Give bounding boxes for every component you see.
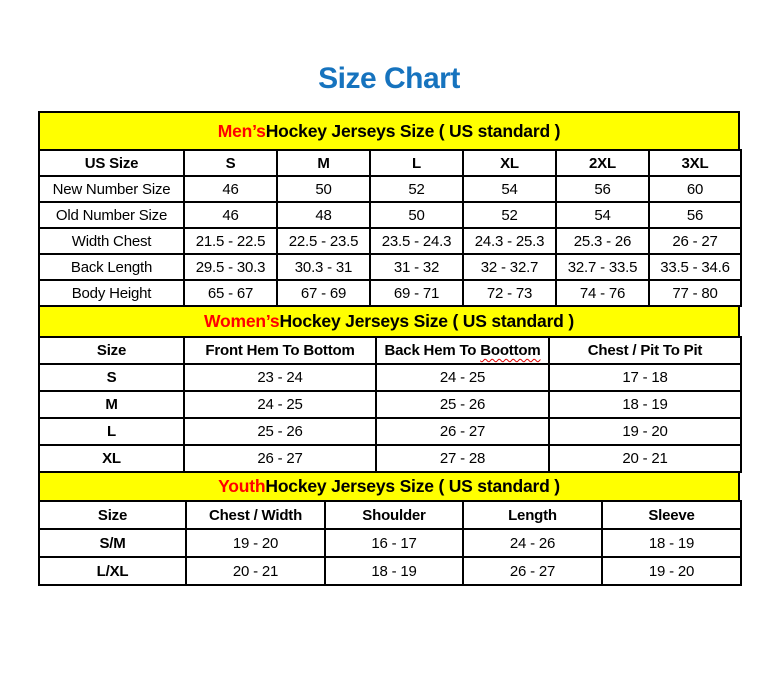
- table-cell: 56: [649, 202, 741, 228]
- womens-col-header-back-hem: [376, 337, 549, 364]
- mens-section-banner: [38, 111, 740, 151]
- table-cell: 19 - 20: [602, 557, 741, 585]
- table-cell: 20 - 21: [186, 557, 325, 585]
- row-label: S/M: [39, 529, 186, 557]
- row-label: L: [39, 418, 184, 445]
- size-chart-page: [38, 0, 740, 586]
- table-cell: 56: [556, 176, 649, 202]
- table-cell: 50: [277, 176, 370, 202]
- table-cell: 23 - 24: [184, 364, 376, 391]
- womens-row-xl: [39, 445, 741, 472]
- table-cell: 46: [184, 202, 277, 228]
- womens-header-row: [39, 337, 741, 364]
- mens-banner-highlight: Men’s: [217, 120, 266, 141]
- table-cell: 24 - 25: [184, 391, 376, 418]
- table-cell: 18 - 19: [325, 557, 463, 585]
- womens-banner-text: Hockey Jerseys Size ( US standard ): [279, 311, 574, 331]
- table-cell: 54: [556, 202, 649, 228]
- womens-row-s: [39, 364, 741, 391]
- table-cell: 17 - 18: [549, 364, 741, 391]
- table-cell: 24 - 25: [376, 364, 549, 391]
- row-label: L/XL: [39, 557, 186, 585]
- table-cell: 65 - 67: [184, 280, 277, 306]
- mens-row-new-number-size: [39, 176, 741, 202]
- womens-section-banner: [38, 305, 740, 338]
- table-cell: 25.3 - 26: [556, 228, 649, 254]
- row-label: XL: [39, 445, 184, 472]
- back-hem-label: Back Hem To: [384, 342, 481, 359]
- mens-row-body-height: [39, 280, 741, 306]
- table-cell: 32.7 - 33.5: [556, 254, 649, 280]
- table-cell: 24.3 - 25.3: [463, 228, 556, 254]
- table-cell: 67 - 69: [277, 280, 370, 306]
- table-cell: 21.5 - 22.5: [184, 228, 277, 254]
- youth-size-table: [38, 500, 742, 586]
- row-label: Width Chest: [39, 228, 184, 254]
- table-cell: 19 - 20: [549, 418, 741, 445]
- mens-size-table: [38, 149, 742, 307]
- table-cell: 50: [370, 202, 463, 228]
- row-label: Old Number Size: [39, 202, 184, 228]
- table-cell: 31 - 32: [370, 254, 463, 280]
- page-title: Size Chart: [318, 62, 460, 95]
- row-label: New Number Size: [39, 176, 184, 202]
- youth-header-row: [39, 501, 741, 529]
- table-cell: 72 - 73: [463, 280, 556, 306]
- table-cell: 77 - 80: [649, 280, 741, 306]
- mens-col-header-s: S: [184, 150, 277, 176]
- mens-col-header-l: L: [370, 150, 463, 176]
- youth-col-header-length: Length: [463, 501, 602, 529]
- womens-row-l: [39, 418, 741, 445]
- womens-row-m: [39, 391, 741, 418]
- mens-banner-text: Hockey Jerseys Size ( US standard ): [265, 120, 561, 141]
- mens-col-header-m: M: [277, 150, 370, 176]
- mens-row-width-chest: [39, 228, 741, 254]
- youth-row-sm: [39, 529, 741, 557]
- youth-banner-text: Hockey Jerseys Size ( US standard ): [265, 476, 560, 496]
- mens-col-header-3xl: 3XL: [649, 150, 741, 176]
- mens-header-row: [39, 150, 741, 176]
- mens-col-header-us-size: US Size: [39, 150, 184, 176]
- table-cell: 24 - 26: [463, 529, 602, 557]
- table-cell: 19 - 20: [186, 529, 325, 557]
- table-cell: 26 - 27: [376, 418, 549, 445]
- table-cell: 23.5 - 24.3: [370, 228, 463, 254]
- table-cell: 74 - 76: [556, 280, 649, 306]
- table-cell: 25 - 26: [376, 391, 549, 418]
- womens-col-header-front-hem: Front Hem To Bottom: [184, 337, 376, 364]
- table-cell: 20 - 21: [549, 445, 741, 472]
- table-cell: 26 - 27: [649, 228, 741, 254]
- mens-col-header-xl: XL: [463, 150, 556, 176]
- table-cell: 52: [370, 176, 463, 202]
- youth-banner-highlight: Youth: [218, 476, 266, 496]
- table-cell: 69 - 71: [370, 280, 463, 306]
- table-cell: 22.5 - 23.5: [277, 228, 370, 254]
- table-cell: 33.5 - 34.6: [649, 254, 741, 280]
- table-cell: 32 - 32.7: [463, 254, 556, 280]
- youth-col-header-shoulder: Shoulder: [325, 501, 463, 529]
- table-cell: 29.5 - 30.3: [184, 254, 277, 280]
- table-cell: 52: [463, 202, 556, 228]
- mens-row-back-length: [39, 254, 741, 280]
- table-cell: 48: [277, 202, 370, 228]
- table-cell: 46: [184, 176, 277, 202]
- table-cell: 30.3 - 31: [277, 254, 370, 280]
- mens-row-old-number-size: [39, 202, 741, 228]
- womens-col-header-size: Size: [39, 337, 184, 364]
- youth-row-lxl: [39, 557, 741, 585]
- youth-section-banner: [38, 471, 740, 502]
- womens-col-header-chest: Chest / Pit To Pit: [549, 337, 741, 364]
- womens-size-table: [38, 336, 742, 473]
- table-cell: 60: [649, 176, 741, 202]
- table-cell: 26 - 27: [184, 445, 376, 472]
- table-cell: 26 - 27: [463, 557, 602, 585]
- row-label: Back Length: [39, 254, 184, 280]
- mens-col-header-2xl: 2XL: [556, 150, 649, 176]
- table-cell: 18 - 19: [602, 529, 741, 557]
- table-cell: 54: [463, 176, 556, 202]
- youth-col-header-sleeve: Sleeve: [602, 501, 741, 529]
- table-cell: 25 - 26: [184, 418, 376, 445]
- row-label: M: [39, 391, 184, 418]
- row-label: Body Height: [39, 280, 184, 306]
- back-hem-misspelled-word: Boottom: [480, 342, 541, 359]
- row-label: S: [39, 364, 184, 391]
- table-cell: 18 - 19: [549, 391, 741, 418]
- youth-col-header-chest-width: Chest / Width: [186, 501, 325, 529]
- womens-banner-highlight: Women’s: [204, 311, 280, 331]
- youth-col-header-size: Size: [39, 501, 186, 529]
- table-cell: 16 - 17: [325, 529, 463, 557]
- table-cell: 27 - 28: [376, 445, 549, 472]
